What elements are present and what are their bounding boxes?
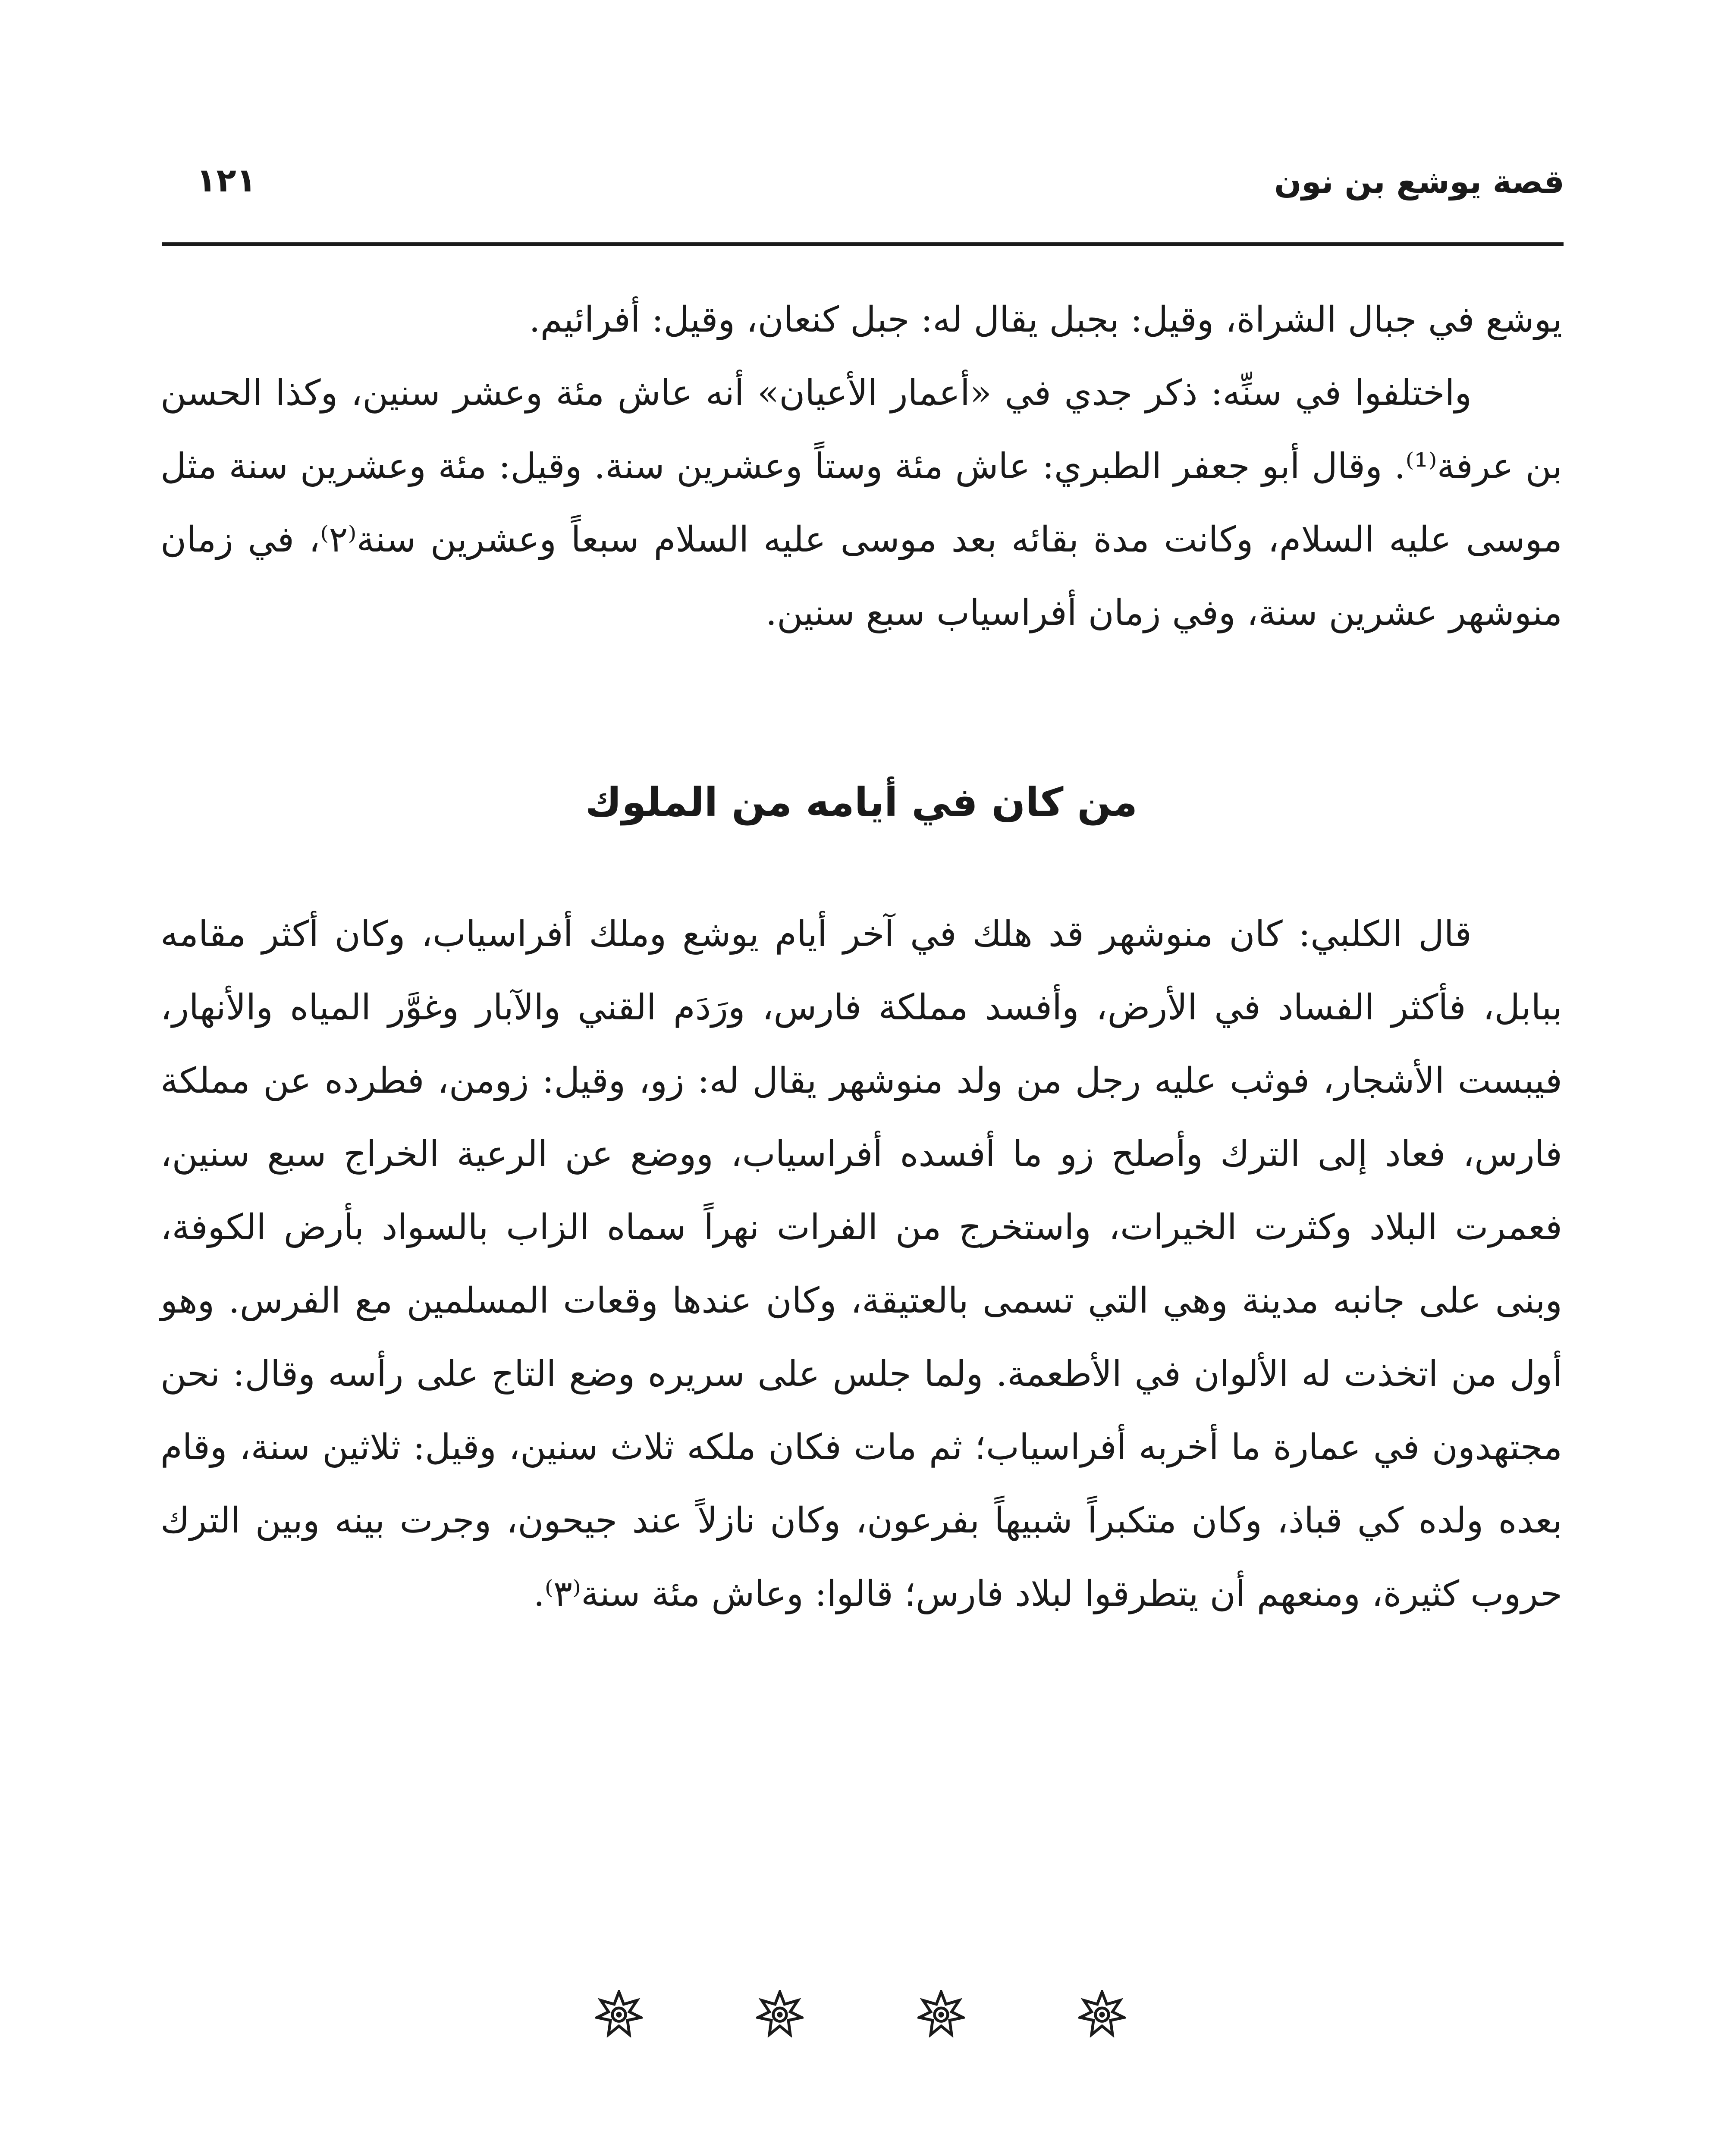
floral-star-ornament-icon <box>595 1990 643 2037</box>
paragraph-continuation: يوشع في جبال الشراة، وقيل: بجبل يقال له: جبل كنعان، وقيل: أفرائيم. <box>529 299 1562 340</box>
section-end-ornaments <box>595 1990 1126 2037</box>
body-text-main <box>160 898 1562 1631</box>
page-number: ١٢١ <box>196 161 257 199</box>
section-heading: من كان في أيامه من الملوك <box>585 779 1138 825</box>
paragraph-age: واختلفوا في سنِّه: ذكر جدي في «أعمار الأعيان» أنه عاش مئة وعشر سنين، وكذا الحسن بن عرفة⁽¹⁾. وقال أبو جعفر الطبري: عاش مئة وستاً وعشرين سنة. وقيل: مئة وعشرين سنة مثل موسى عليه السلام، وكانت مدة بقائه بعد موسى عليه السلام سبعاً وعشرين سنة⁽٢⁾، في زمان منوشهر عشرين سنة، وفي زمان أفراسياب سبع سنين. <box>160 373 1563 633</box>
body-text-top <box>160 283 1562 650</box>
paragraph-kings: قال الكلبي: كان منوشهر قد هلك في آخر أيام يوشع وملك أفراسياب، وكان أكثر مقامه ببابل، فأكثر الفساد في الأرض، وأفسد مملكة فارس، ورَدَم القني والآبار وغوَّر المياه والأنهار، فيبست الأشجار، فوثب عليه رجل من ولد منوشهر يقال له: زو، وقيل: زومن، فطرده عن مملكة فارس، فعاد إلى الترك وأصلح زو ما أفسده أفراسياب، ووضع عن الرعية الخراج سبع سنين، فعمرت البلاد وكثرت الخيرات، واستخرج من الفرات نهراً سماه الزاب بالسواد بأرض الكوفة، وبنى على جانبه مدينة وهي التي تسمى بالعتيقة، وكان عندها وقعات المسلمين مع الفرس. وهو أول من اتخذت له الألوان في الأطعمة. ولما جلس على سريره وضع التاج على رأسه وقال: نحن مجتهدون في عمارة ما أخربه أفراسياب؛ ثم مات فكان ملكه ثلاث سنين، وقيل: ثلاثين سنة، وقام بعده ولده كي قباذ، وكان متكبراً شبيهاً بفرعون، وكان نازلاً عند جيحون، وجرت بينه وبين الترك حروب كثيرة، ومنعهم أن يتطرقوا لبلاد فارس؛ قالوا: وعاش مئة سنة⁽٣⁾. <box>160 914 1563 1614</box>
header-divider <box>162 242 1564 246</box>
floral-star-ornament-icon <box>756 1990 804 2037</box>
floral-star-ornament-icon <box>1078 1990 1126 2037</box>
running-header-title: قصة يوشع بن نون <box>1274 163 1564 201</box>
floral-star-ornament-icon <box>917 1990 965 2037</box>
